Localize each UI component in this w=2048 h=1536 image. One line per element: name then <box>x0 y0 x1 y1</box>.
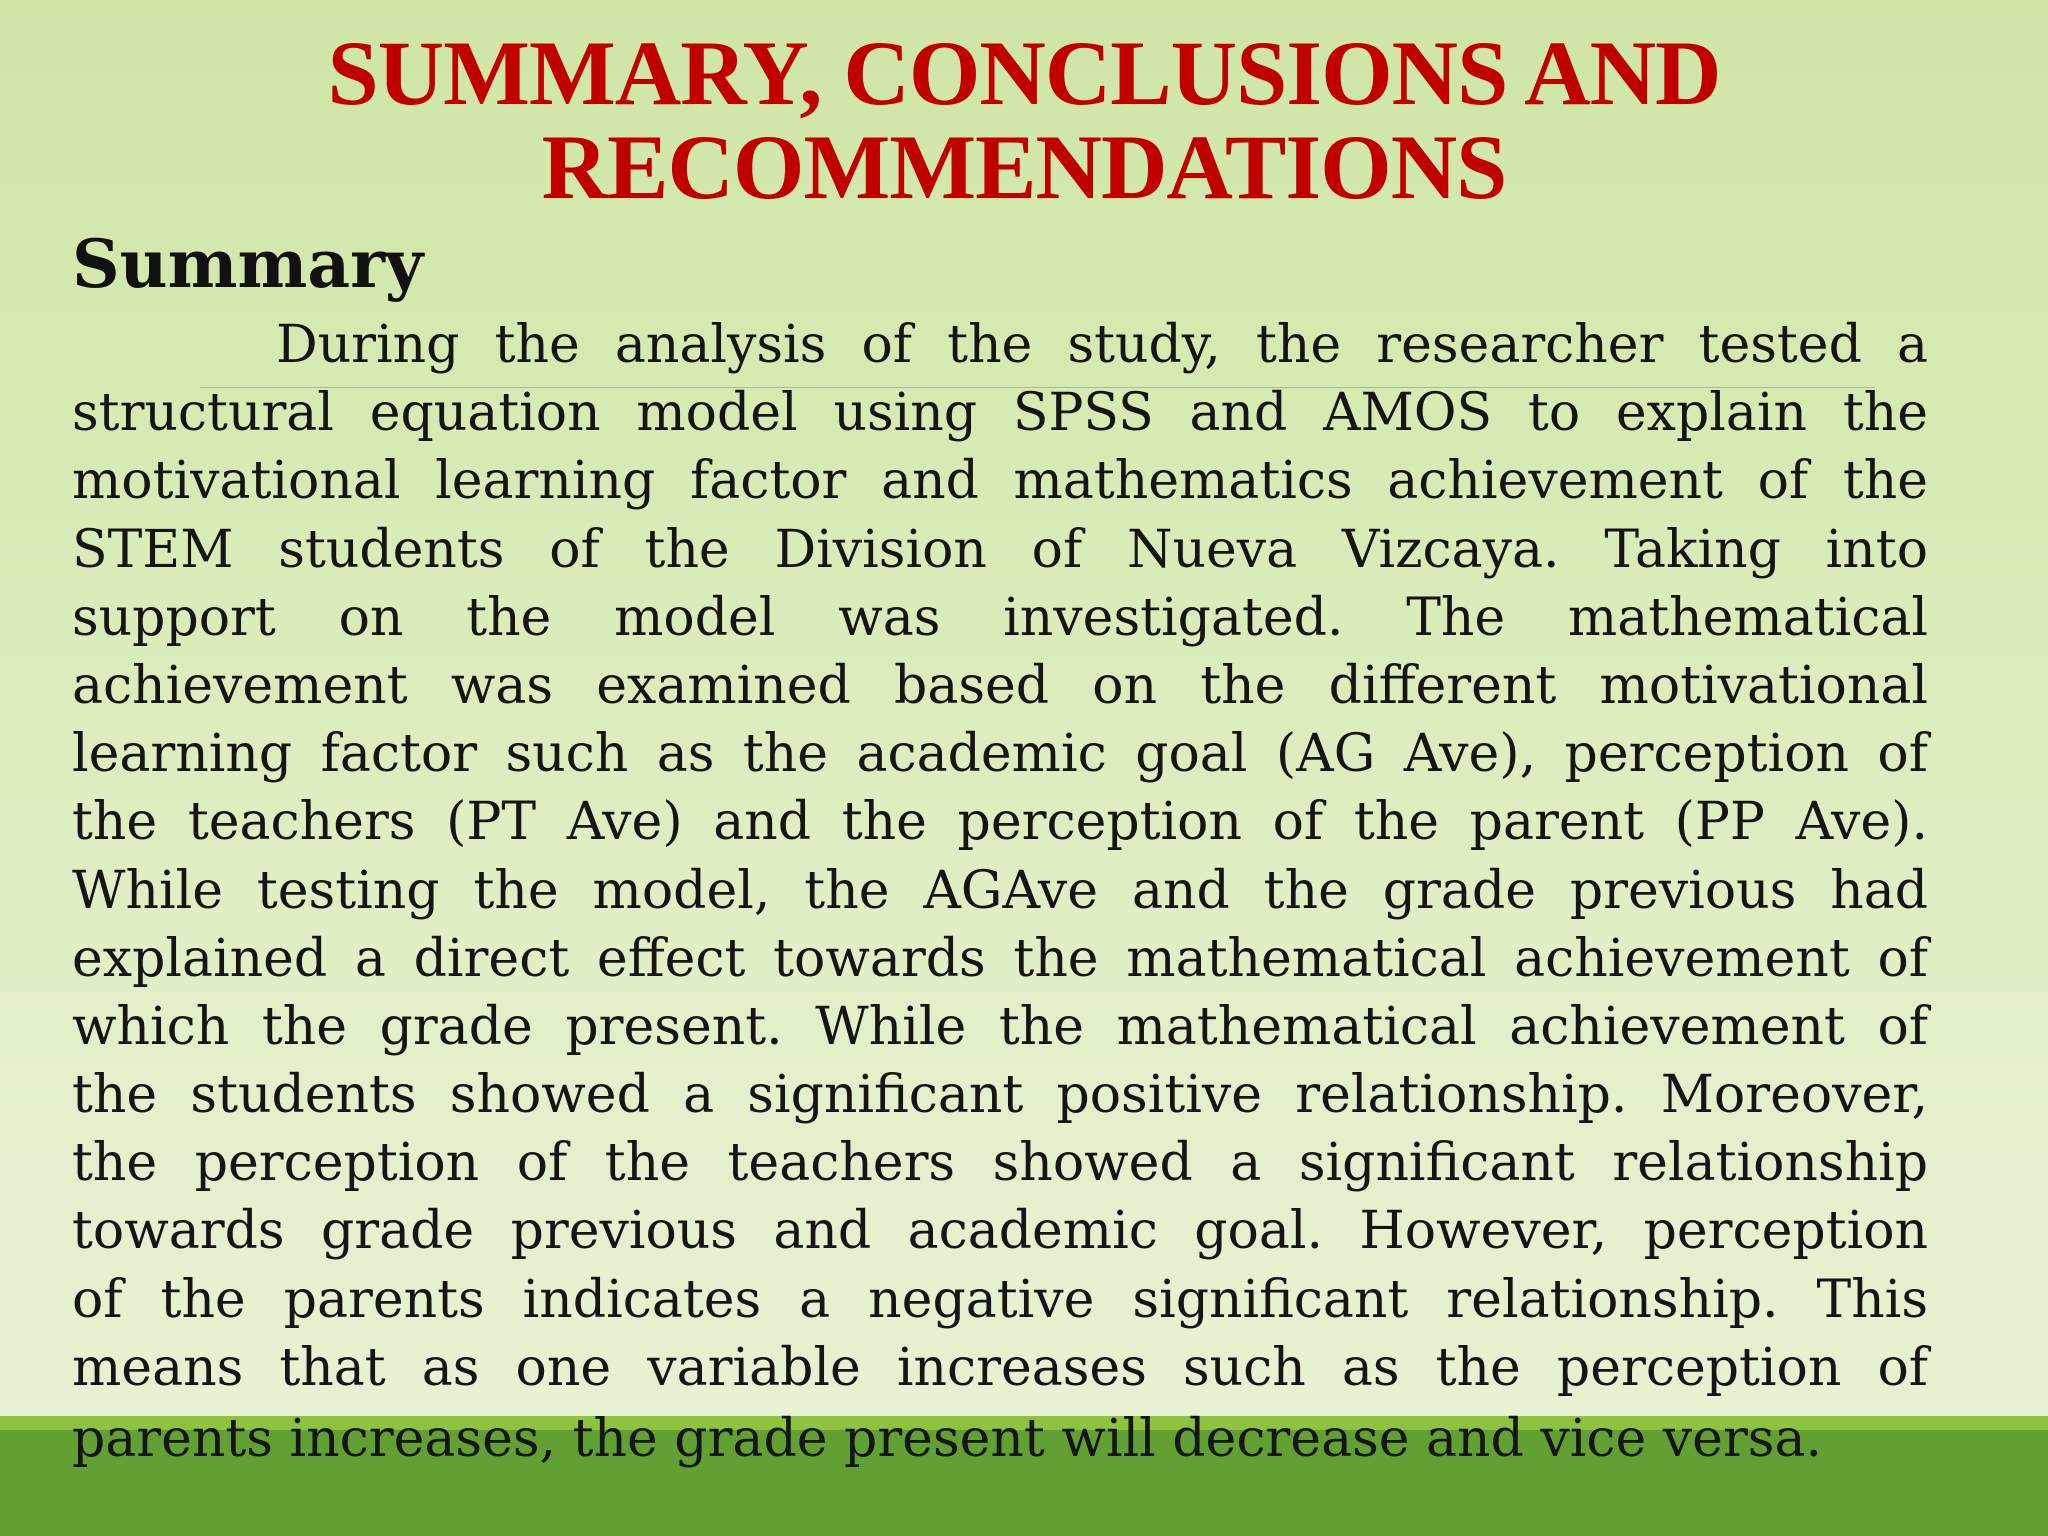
paragraph-line: support on the model was investigated. The mathematical <box>72 587 1928 648</box>
paragraph-line: While testing the model, the AGAve and the grade previous had <box>72 860 1928 921</box>
paragraph-line: the perception of the teachers showed a significant relationship <box>72 1133 1928 1194</box>
paragraph-line: explained a direct effect towards the mathematical achievement of <box>72 928 1928 989</box>
paragraph-line: the teachers (PT Ave) and the perception of the parent (PP Ave). <box>72 792 1928 853</box>
paragraph-line: achievement was examined based on the different motivational <box>72 655 1928 716</box>
paragraph-line: which the grade present. While the mathematical achievement of <box>72 996 1928 1057</box>
paragraph-line: the students showed a significant positive relationship. Moreover, <box>72 1065 1928 1126</box>
paragraph-line: STEM students of the Division of Nueva Vizcaya. Taking into <box>72 519 1928 580</box>
paragraph-line: learning factor such as the academic goal (AG Ave), perception of <box>72 724 1928 785</box>
paragraph-line: During the analysis of the study, the researcher tested a <box>276 315 1928 375</box>
slide-title <box>0 22 2048 218</box>
paragraph-line: motivational learning factor and mathematics achievement of the <box>72 451 1928 512</box>
slide-title-line-1: SUMMARY, CONCLUSIONS AND <box>327 22 1721 124</box>
paragraph-final-line: parents increases, the grade present will decrease and vice versa. <box>72 1409 1823 1469</box>
section-heading: Summary <box>72 225 424 303</box>
paragraph-line: means that as one variable increases such as the perception of <box>72 1337 1928 1398</box>
summary-paragraph <box>72 311 1928 1402</box>
paragraph-line: towards grade previous and academic goal. However, perception <box>72 1201 1928 1262</box>
paragraph-line: structural equation model using SPSS and AMOS to explain the <box>72 383 1928 444</box>
paragraph-line: of the parents indicates a negative significant relationship. This <box>72 1269 1928 1330</box>
slide-title-line-2: RECOMMENDATIONS <box>541 116 1507 218</box>
